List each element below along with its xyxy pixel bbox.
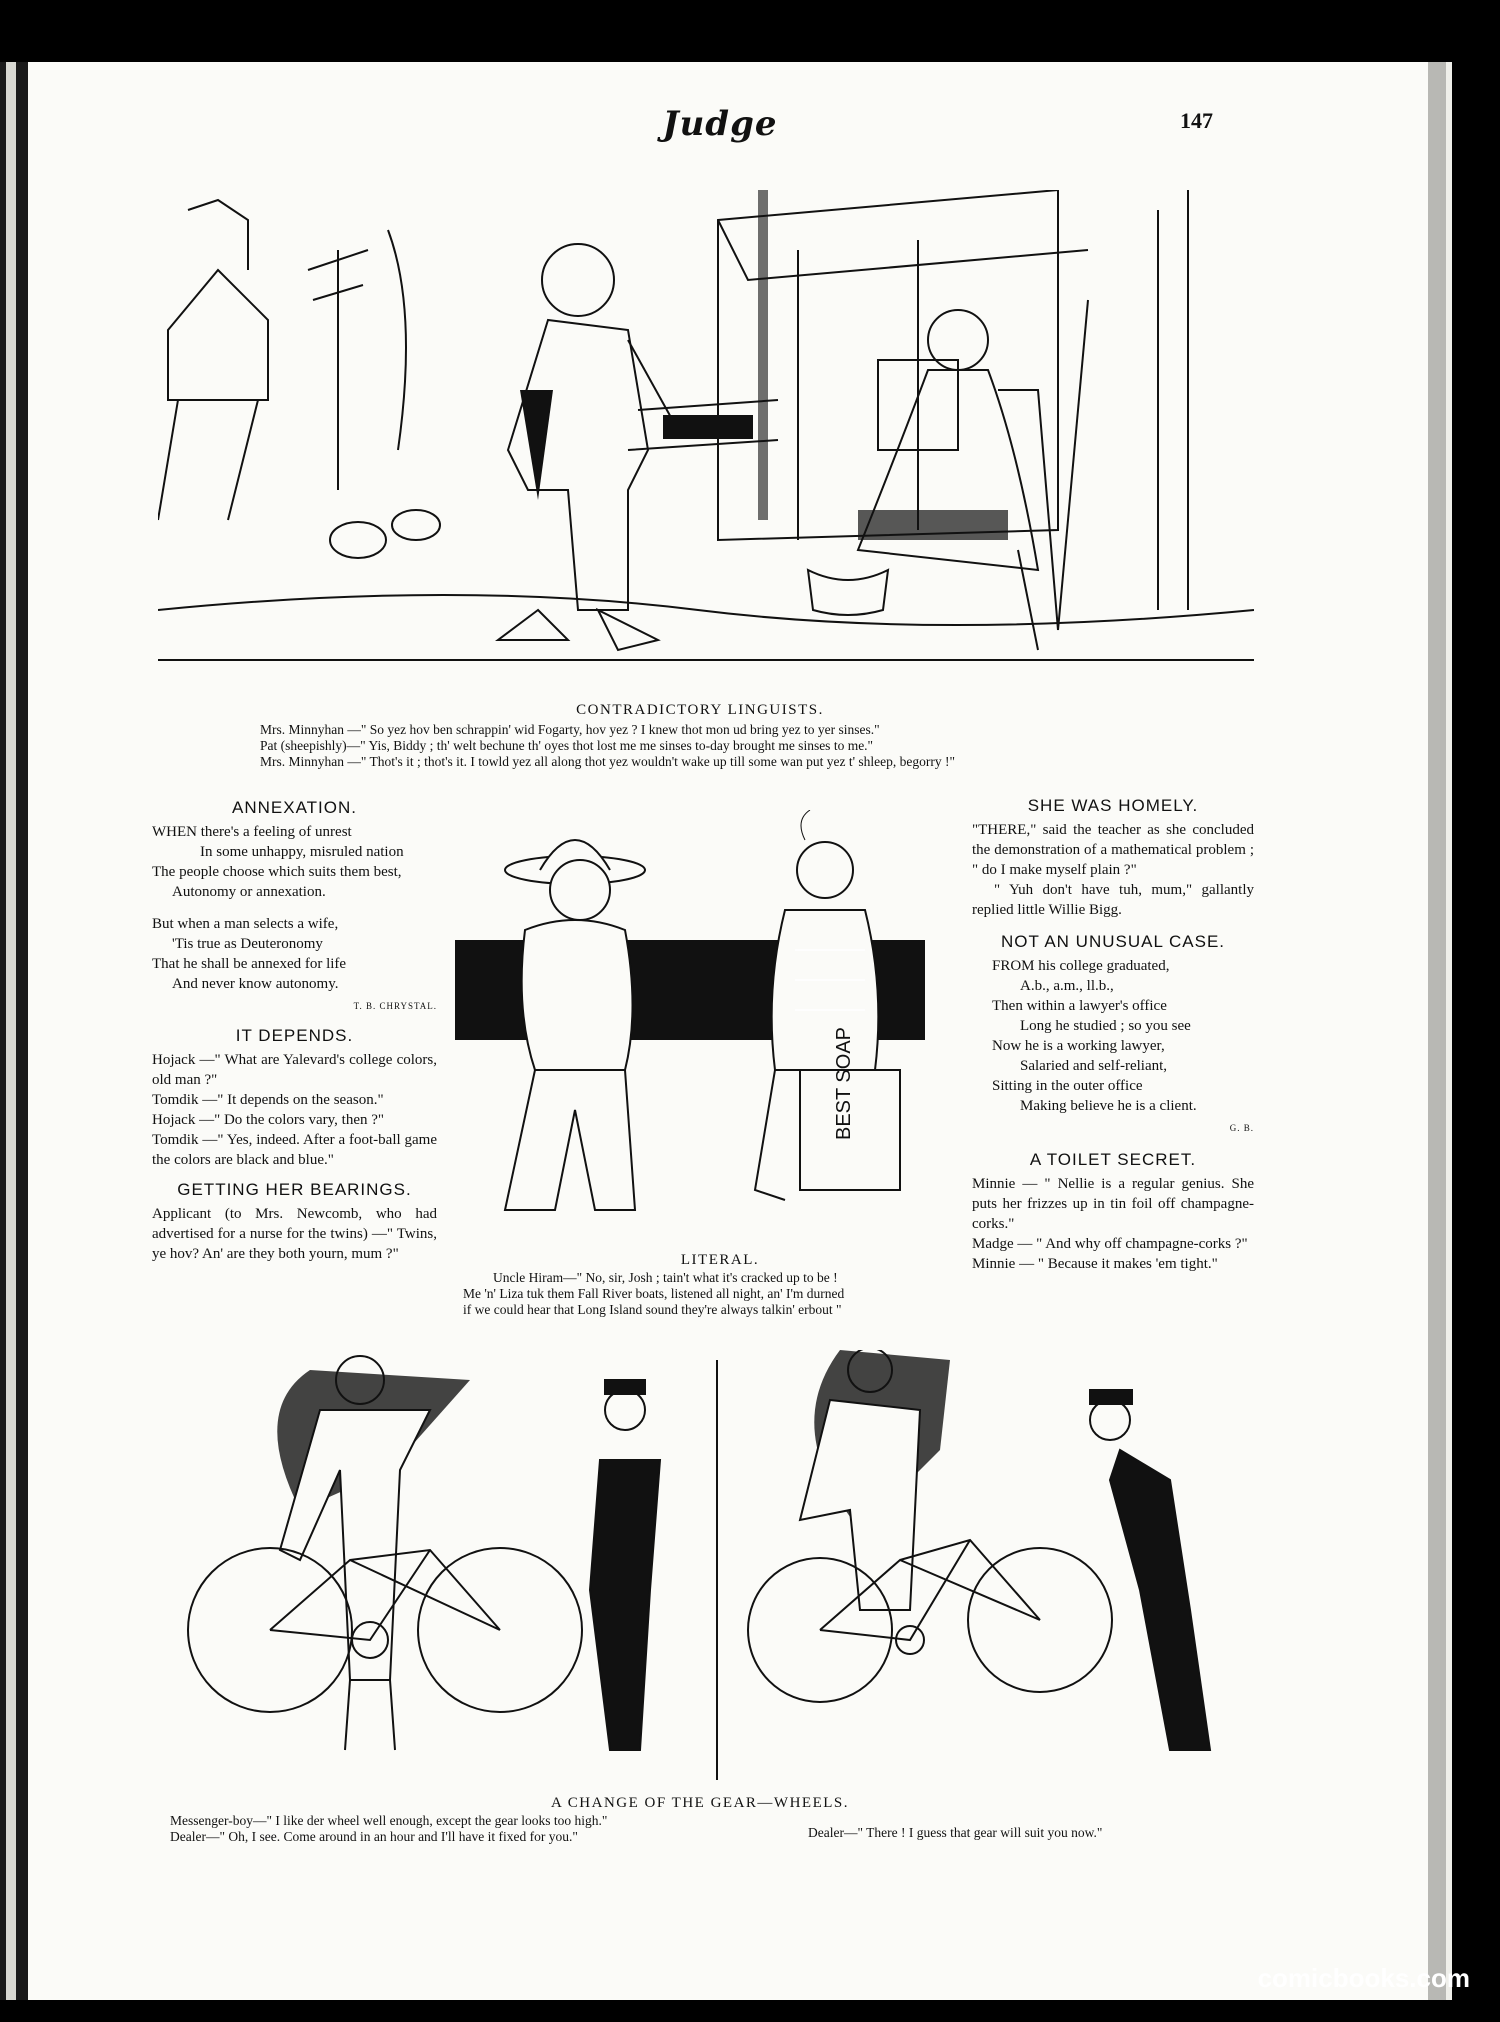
annexation-heading: ANNEXATION. bbox=[232, 798, 357, 817]
center-caption-line-3: if we could hear that Long Island sound they're always talkin' erbout " bbox=[463, 1302, 842, 1317]
panel-divider bbox=[716, 1360, 718, 1780]
she-was-homely-paragraph: "THERE," said the teacher as she concluded the demonstration of a mathematical problem ; " do I make myself plain ?" bbox=[972, 822, 1254, 878]
getting-her-bearings-heading: GETTING HER BEARINGS. bbox=[177, 1180, 412, 1199]
not-unusual-line: Sitting in the outer office bbox=[992, 1078, 1143, 1094]
left-text-column bbox=[152, 792, 437, 1264]
toilet-secret-paragraph: Minnie — " Because it makes 'em tight." bbox=[972, 1256, 1218, 1272]
it-depends-paragraph: Tomdik —" Yes, indeed. After a foot-ball game the colors are black and blue." bbox=[152, 1132, 437, 1168]
top-cartoon-title: CONTRADICTORY LINGUISTS. bbox=[576, 702, 824, 718]
annexation-line: And never know autonomy. bbox=[172, 976, 339, 992]
not-unusual-line: Salaried and self-reliant, bbox=[1020, 1058, 1168, 1074]
toilet-secret-paragraph: Minnie — " Nellie is a regular genius. She puts her frizzes up in tin foil off champagne-corks." bbox=[972, 1176, 1254, 1232]
center-caption-line-2: Me 'n' Liza tuk them Fall River boats, listened all night, an' I'm durned bbox=[463, 1286, 845, 1301]
bottom-right-cartoon-illustration bbox=[740, 1350, 1260, 1770]
it-depends-paragraph: Hojack —" Do the colors vary, then ?" bbox=[152, 1112, 385, 1128]
not-unusual-line: Now he is a working lawyer, bbox=[992, 1038, 1165, 1054]
bottom-right-caption-line: Dealer—" There ! I guess that gear will suit you now." bbox=[808, 1825, 1103, 1840]
center-caption-line-1: Uncle Hiram—" No, sir, Josh ; tain't what it's cracked up to be ! bbox=[493, 1270, 838, 1285]
right-text-column bbox=[972, 790, 1254, 1274]
page-edge-shadow bbox=[1428, 62, 1446, 2000]
bottom-left-caption-line-1: Messenger-boy—" I like der wheel well enough, except the gear looks too high." bbox=[170, 1813, 608, 1828]
annexation-line: Autonomy or annexation. bbox=[172, 884, 326, 900]
annexation-line: In some unhappy, misruled nation bbox=[200, 844, 404, 860]
she-was-homely-heading: SHE WAS HOMELY. bbox=[1027, 796, 1199, 815]
top-cartoon-illustration bbox=[158, 190, 1254, 680]
bottom-left-caption-line-2: Dealer—" Oh, I see. Come around in an hour and I'll have it fixed for you." bbox=[170, 1829, 578, 1844]
toilet-secret-heading: A TOILET SECRET. bbox=[1029, 1150, 1197, 1169]
top-caption-line-2: Pat (sheepishly)—" Yis, Biddy ; th' welt bechune th' oyes thot lost me me sinses to-day brought me sinses to me." bbox=[260, 738, 874, 753]
page-number: 147 bbox=[1180, 108, 1213, 133]
toilet-secret-paragraph: Madge — " And why off champagne-corks ?" bbox=[972, 1236, 1248, 1252]
masthead: Judge bbox=[662, 104, 778, 144]
getting-her-bearings-paragraph: Applicant (to Mrs. Newcomb, who had advertised for a nurse for the twins) —" Twins, ye hov? An' are they both yourn, mum ?" bbox=[152, 1206, 437, 1262]
annexation-line: The people choose which suits them best, bbox=[152, 864, 402, 880]
center-cartoon-illustration bbox=[455, 810, 975, 1230]
annexation-line: But when a man selects a wife, bbox=[152, 916, 339, 932]
not-unusual-line: Then within a lawyer's office bbox=[992, 998, 1167, 1014]
annexation-signature: T. B. CHRYSTAL. bbox=[353, 1001, 437, 1011]
site-watermark: comicbooks.com bbox=[1257, 1963, 1470, 1993]
center-cartoon-title: LITERAL. bbox=[680, 1252, 760, 1268]
it-depends-heading: IT DEPENDS. bbox=[235, 1026, 354, 1045]
she-was-homely-paragraph: " Yuh don't have tuh, mum," gallantly replied little Willie Bigg. bbox=[972, 882, 1254, 918]
not-unusual-line: FROM his college graduated, bbox=[992, 958, 1170, 974]
not-unusual-case-heading: NOT AN UNUSUAL CASE. bbox=[1000, 932, 1226, 951]
it-depends-paragraph: Tomdik —" It depends on the season." bbox=[152, 1092, 384, 1108]
soap-box-label: BEST SOAP bbox=[833, 1026, 855, 1140]
not-unusual-line: Long he studied ; so you see bbox=[1020, 1018, 1191, 1034]
annexation-line: WHEN there's a feeling of unrest bbox=[152, 824, 352, 840]
page-edge-highlight bbox=[1446, 62, 1452, 2000]
previous-page-edge bbox=[6, 62, 16, 2000]
bottom-left-cartoon-illustration bbox=[170, 1350, 710, 1770]
top-caption-line-3: Mrs. Minnyhan —" Thot's it ; thot's it. I towld yez all along thot yez wouldn't wake up till some wan put yez t' shleep, begorry !" bbox=[260, 754, 956, 769]
annexation-line: 'Tis true as Deuteronomy bbox=[172, 936, 323, 952]
top-caption-line-1: Mrs. Minnyhan —" So yez hov ben schrappin' wid Fogarty, hov yez ? I knew thot mon ud bring yez to yer sinses." bbox=[260, 722, 880, 737]
not-unusual-signature: G. B. bbox=[1229, 1123, 1254, 1133]
not-unusual-line: A.b., a.m., ll.b., bbox=[1020, 978, 1114, 994]
annexation-line: That he shall be annexed for life bbox=[152, 956, 347, 972]
not-unusual-line: Making believe he is a client. bbox=[1020, 1098, 1197, 1114]
bottom-cartoon-title: A CHANGE OF THE GEAR—WHEELS. bbox=[551, 1795, 849, 1811]
it-depends-paragraph: Hojack —" What are Yalevard's college colors, old man ?" bbox=[152, 1052, 437, 1088]
